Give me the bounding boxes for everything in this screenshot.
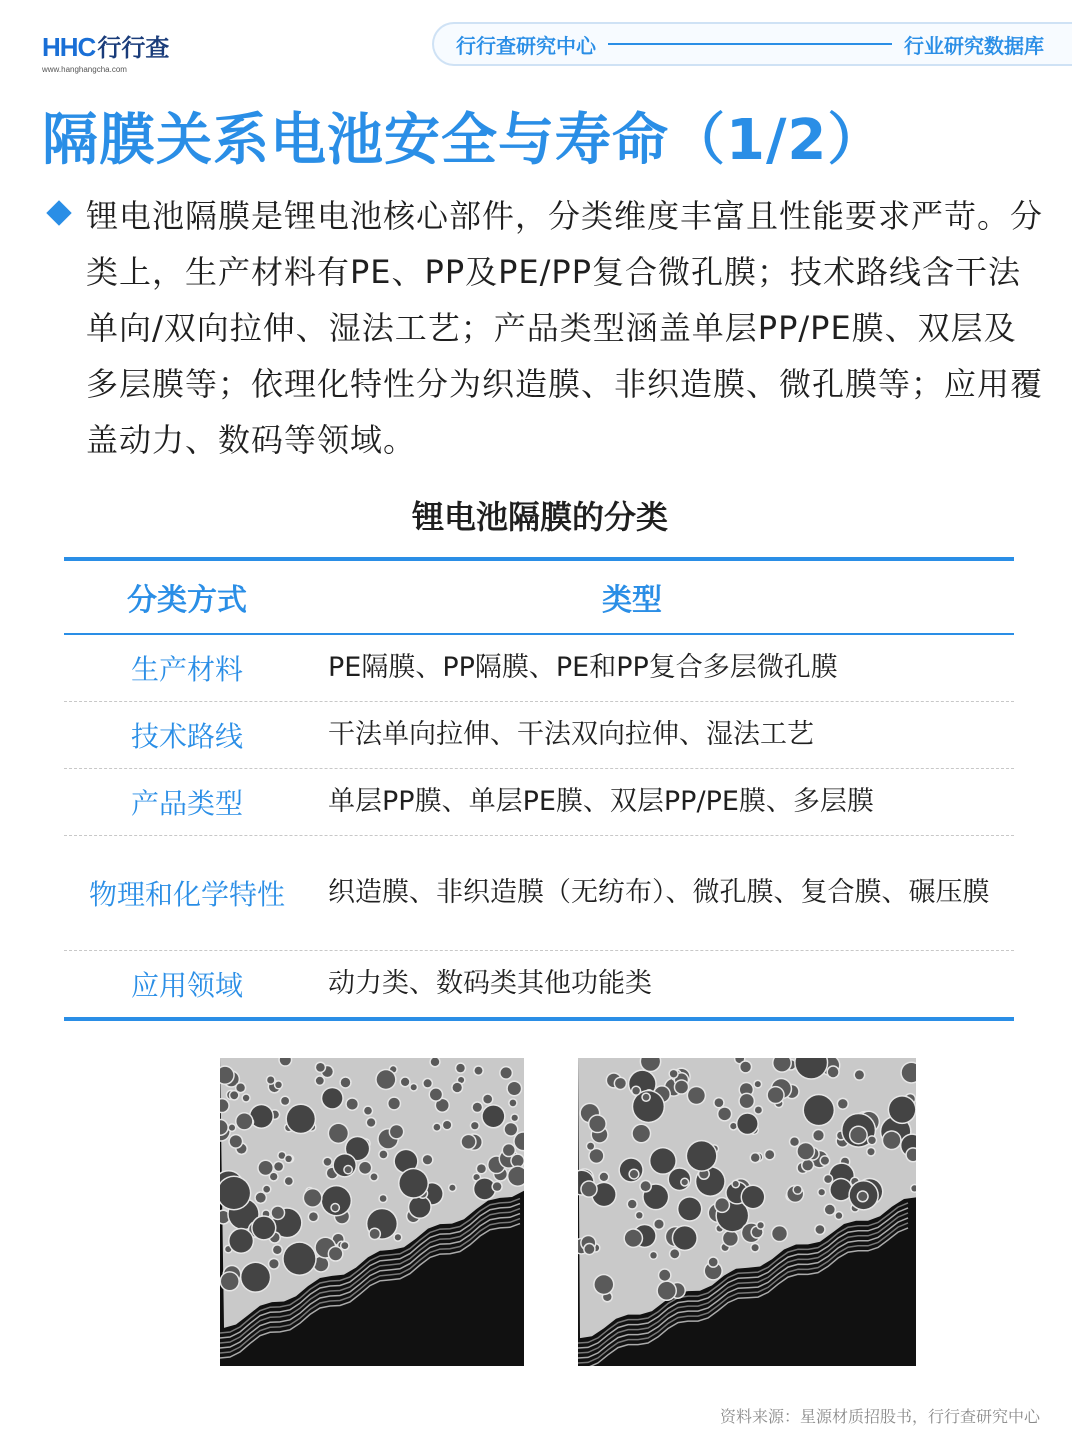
membrane-micrograph-left-image — [220, 1058, 524, 1366]
table-header — [64, 561, 1014, 635]
logo-text: 行行查 — [97, 34, 170, 62]
logo[interactable] — [42, 28, 169, 74]
source-note: 资料来源：星源材质招股书，行行查研究中心 — [719, 1407, 1040, 1426]
row-category: 产品类型 — [130, 787, 243, 820]
research-center-label: 行行查研究中心 — [456, 33, 596, 58]
header-divider-line — [608, 43, 892, 45]
row-types: 织造膜、非织造膜（无纺布）、微孔膜、复合膜、碾压膜 — [328, 877, 990, 908]
table-row — [64, 769, 1014, 836]
classification-table — [64, 557, 1014, 1021]
membrane-micrograph-right — [578, 1058, 916, 1366]
table-row — [64, 836, 1014, 951]
row-category: 物理和化学特性 — [88, 878, 285, 911]
row-types: PE隔膜、PP隔膜、PE和PP复合多层微孔膜 — [328, 652, 838, 683]
row-types: 单层PP膜、单层PE膜、双层PP/PE膜、多层膜 — [328, 786, 874, 817]
row-types: 干法单向拉伸、干法双向拉伸、湿法工艺 — [328, 719, 814, 750]
header-category: 分类方式 — [127, 583, 247, 618]
table-row — [64, 635, 1014, 702]
row-category: 生产材料 — [130, 653, 243, 686]
membrane-micrograph-left — [220, 1058, 524, 1366]
table-row — [64, 951, 1014, 1017]
logo-mark: HHC — [42, 32, 96, 62]
row-types: 动力类、数码类其他功能类 — [328, 968, 652, 999]
page-title: 隔膜关系电池安全与寿命（1/2） — [42, 108, 885, 173]
header-banner — [432, 22, 1072, 66]
table-title: 锂电池隔膜的分类 — [411, 498, 668, 536]
intro-text: 锂电池隔膜是锂电池核心部件，分类维度丰富且性能要求严苛。分类上，生产材料有PE、PP及PE/PP复合微孔膜；技术路线含干法单向/双向拉伸、湿法工艺；产品类型涵盖单层PP/PE膜、双层及多层膜等；依理化特性分为织造膜、非织造膜、微孔膜等；应用覆盖动力、数码等领域。 — [86, 197, 1044, 459]
membrane-micrograph-right-image — [578, 1058, 916, 1366]
table-bottom-rule — [64, 1017, 1014, 1021]
diamond-bullet-icon — [46, 200, 71, 225]
database-label: 行业研究数据库 — [904, 33, 1044, 58]
header-type: 类型 — [602, 583, 662, 618]
logo-url: www.hanghangcha.com — [42, 65, 127, 74]
row-category: 应用领域 — [130, 969, 243, 1002]
table-row — [64, 702, 1014, 769]
row-category: 技术路线 — [130, 720, 243, 753]
intro-paragraph — [44, 188, 1044, 468]
